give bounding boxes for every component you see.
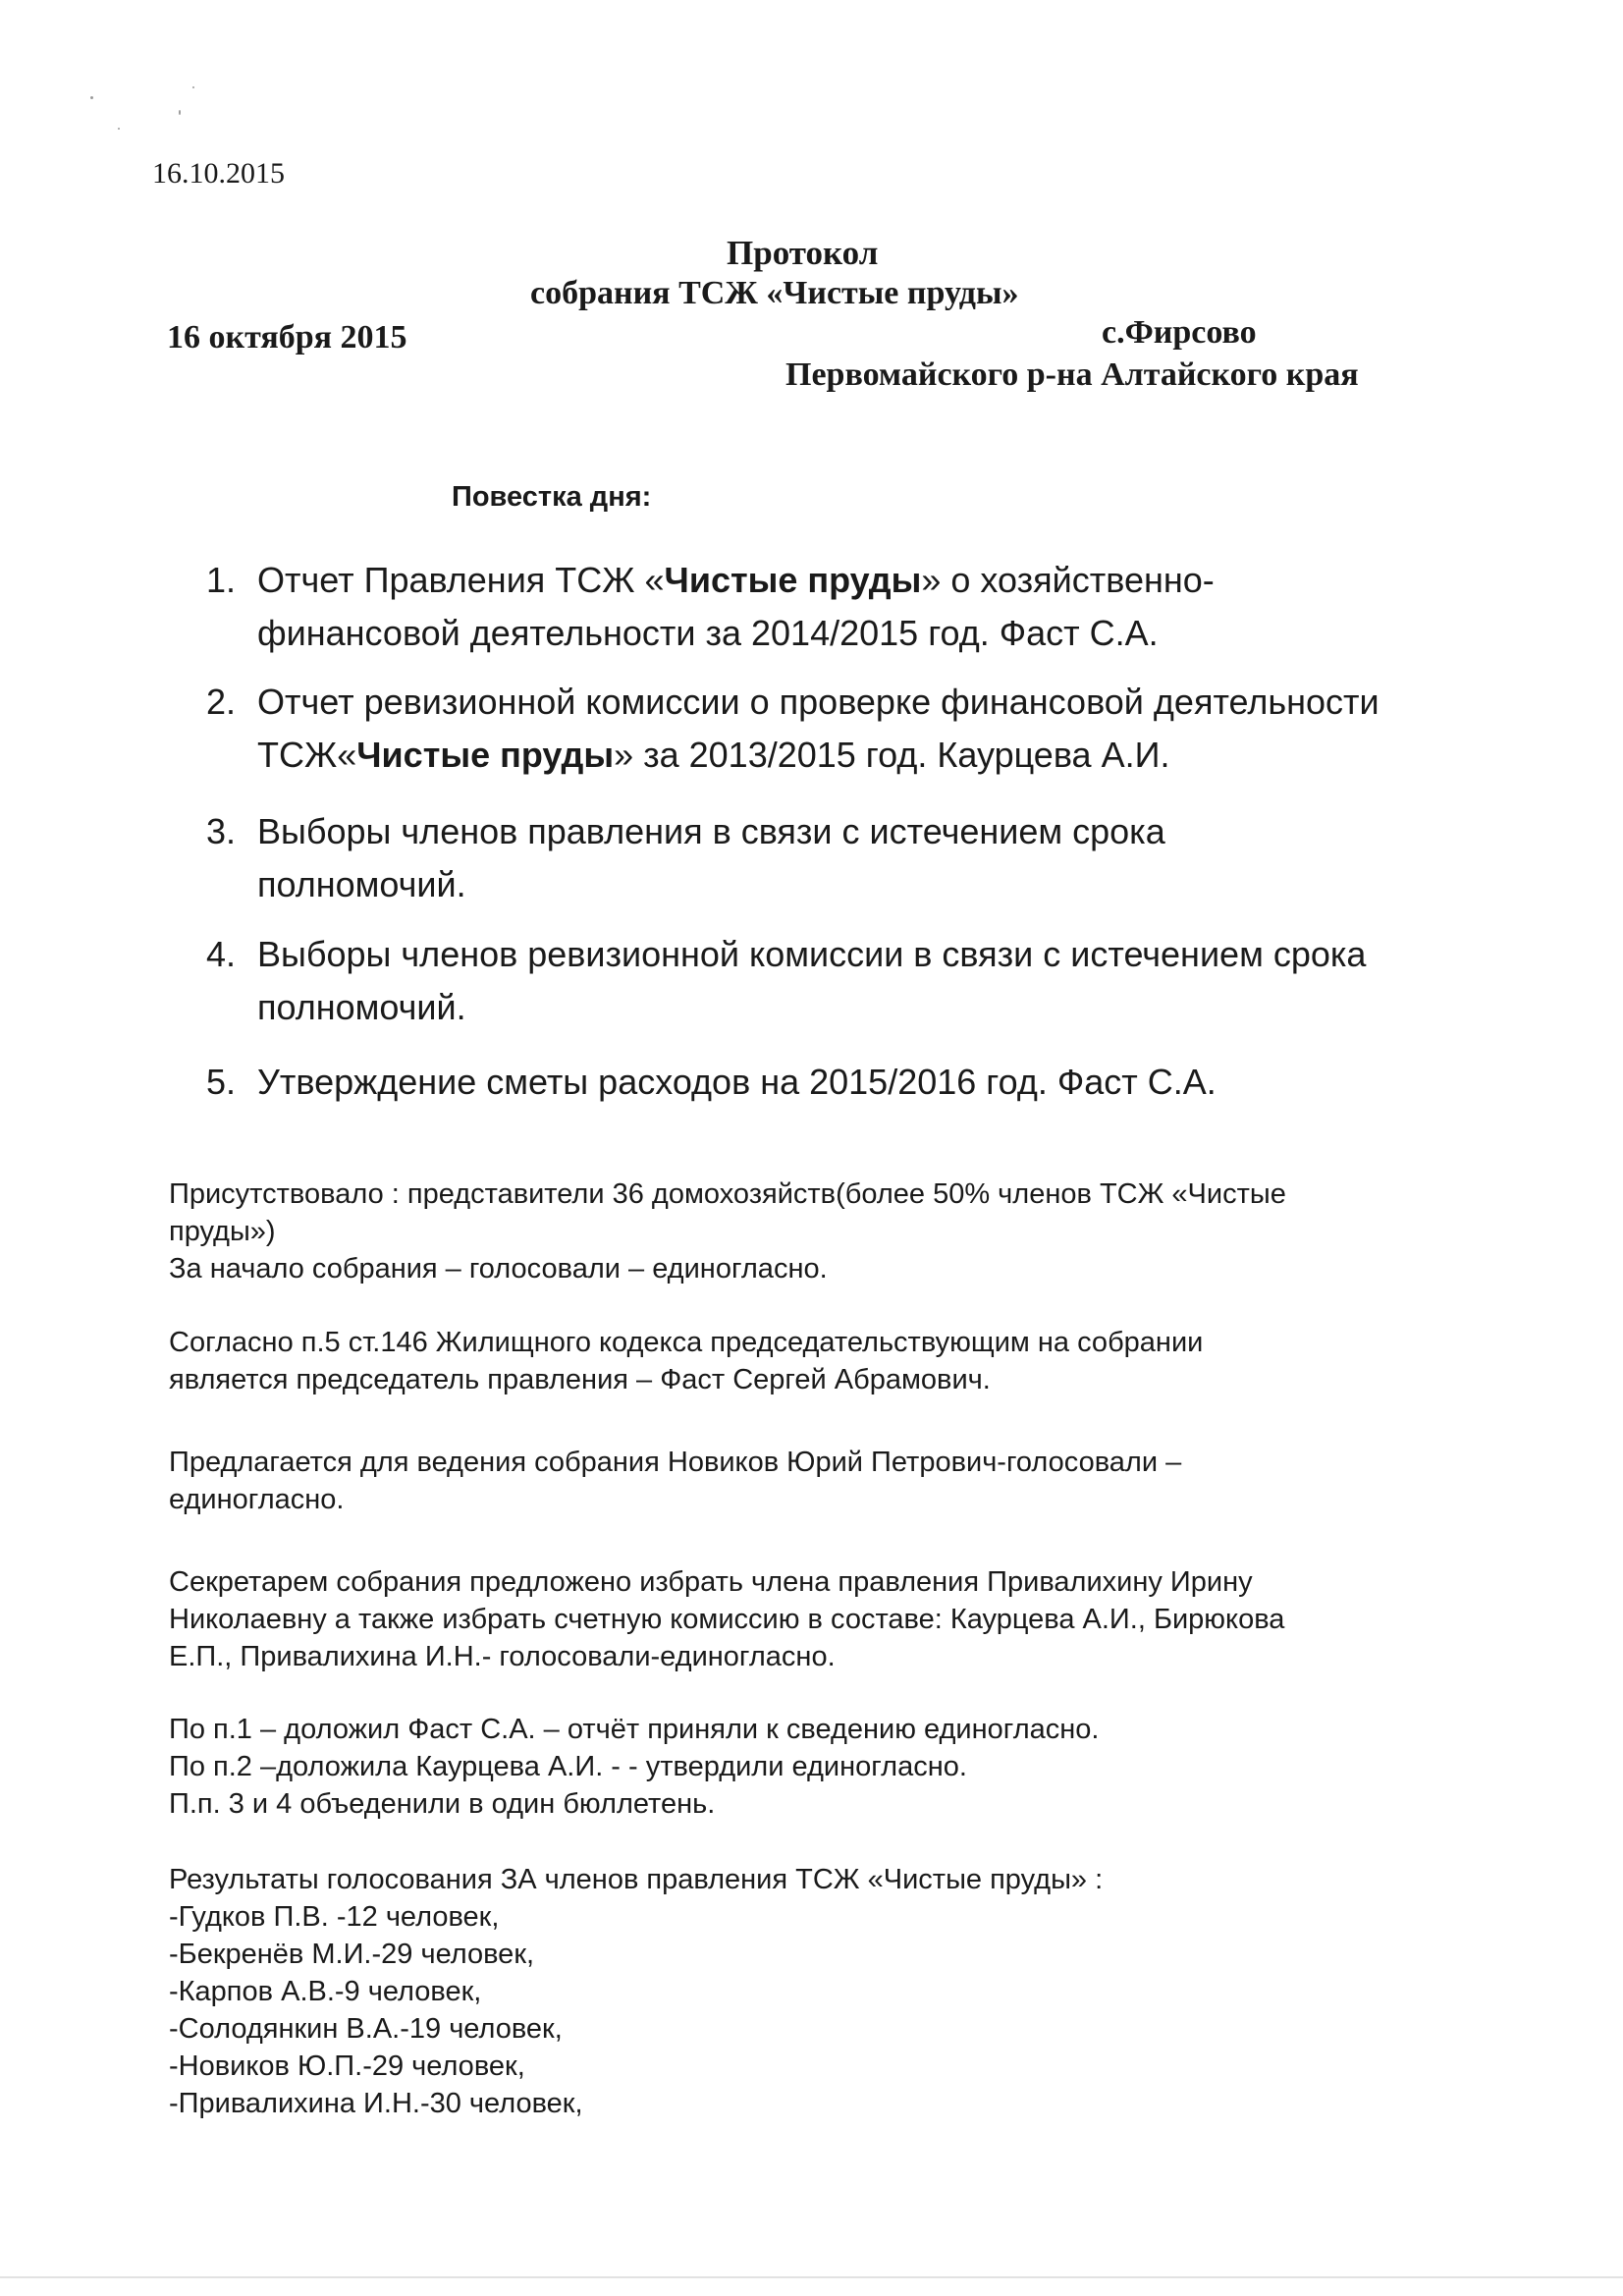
paragraph-line: единогласно. xyxy=(169,1484,345,1515)
agenda-item-text: ТСЖ« xyxy=(257,735,357,775)
agenda-item-text: » за 2013/2015 год. Каурцева А.И. xyxy=(614,735,1170,775)
paragraph-line: По п.2 –доложила Каурцева А.И. - - утвердили единогласно. xyxy=(169,1751,967,1782)
agenda-item-number: 1. xyxy=(206,560,237,600)
paragraph-line: Согласно п.5 ст.146 Жилищного кодекса председательствующим на собрании xyxy=(169,1327,1204,1358)
agenda-item-text: Утверждение сметы расходов на 2015/2016 год. Фаст С.А. xyxy=(257,1062,1217,1102)
agenda-title: Повестка дня: xyxy=(452,481,652,513)
document-date: 16.10.2015 xyxy=(152,157,285,190)
voting-result-item: -Солодянкин В.А.-19 человек, xyxy=(169,2013,563,2045)
agenda-item-text: полномочий. xyxy=(257,987,466,1027)
paragraph-line: Присутствовало : представители 36 домохозяйств(более 50% членов ТСЖ «Чистые xyxy=(169,1178,1286,1210)
scan-speck xyxy=(118,128,120,130)
agenda-item-number: 5. xyxy=(206,1062,237,1102)
paragraph-line: По п.1 – доложил Фаст С.А. – отчёт приняли к сведению единогласно. xyxy=(169,1714,1100,1745)
host-paragraph xyxy=(169,1444,1475,1518)
reports-paragraph xyxy=(169,1711,1475,1823)
meeting-place-village: с.Фирсово xyxy=(1102,314,1257,351)
scan-speck xyxy=(90,96,93,99)
agenda-item-text: » о хозяйственно- xyxy=(921,560,1215,600)
organization-name: Чистые пруды xyxy=(356,735,615,775)
paragraph-line: П.п. 3 и 4 объеденили в один бюллетень. xyxy=(169,1788,716,1820)
document-subtitle: собрания ТСЖ «Чистые пруды» xyxy=(530,275,1019,311)
voting-result-item: -Новиков Ю.П.-29 человек, xyxy=(169,2050,525,2082)
paragraph-line: Е.П., Привалихина И.Н.- голосовали-единогласно. xyxy=(169,1641,836,1672)
voting-result-item: -Бекренёв М.И.-29 человек, xyxy=(169,1939,535,1970)
agenda-item-number: 2. xyxy=(206,682,237,722)
agenda-item-text: Выборы членов правления в связи с истечением срока xyxy=(257,811,1165,851)
agenda-item-text: финансовой деятельности за 2014/2015 год. Фаст С.А. xyxy=(257,613,1159,653)
organization-name: Чистые пруды xyxy=(664,560,922,600)
paragraph-line: является председатель правления – Фаст Сергей Абрамович. xyxy=(169,1364,991,1395)
meeting-place-region: Первомайского р-на Алтайского края xyxy=(785,356,1359,393)
paragraph-line: Николаевну а также избрать счетную комиссию в составе: Каурцева А.И., Бирюкова xyxy=(169,1604,1285,1635)
scan-speck xyxy=(179,110,181,115)
paragraph-line: пруды») xyxy=(169,1216,276,1247)
agenda-item-text: полномочий. xyxy=(257,864,466,904)
agenda-item-number: 3. xyxy=(206,811,237,851)
voting-result-item: -Гудков П.В. -12 человек, xyxy=(169,1901,500,1933)
paragraph-line: За начало собрания – голосовали – единогласно. xyxy=(169,1253,828,1285)
agenda-item-number: 4. xyxy=(206,934,237,974)
paragraph-line: Предлагается для ведения собрания Новиков Юрий Петрович-голосовали – xyxy=(169,1447,1182,1478)
voting-result-item: -Привалихина И.Н.-30 человек, xyxy=(169,2088,583,2119)
voting-results-title: Результаты голосования ЗА членов правления ТСЖ «Чистые пруды» : xyxy=(169,1864,1104,1895)
chairman-paragraph xyxy=(169,1324,1475,1398)
document-title: Протокол xyxy=(727,234,879,272)
voting-result-item: -Карпов А.В.-9 человек, xyxy=(169,1976,482,2007)
scan-bottom-edge xyxy=(0,2276,1623,2278)
agenda-item-text: Выборы членов ревизионной комиссии в связи с истечением срока xyxy=(257,934,1367,974)
secretary-paragraph xyxy=(169,1563,1475,1675)
voting-results xyxy=(169,1861,1475,2122)
agenda-item-text: Отчет ревизионной комиссии о проверке финансовой деятельности xyxy=(257,682,1380,722)
scan-speck xyxy=(192,86,194,88)
paragraph-line: Секретарем собрания предложено избрать члена правления Привалихину Ирину xyxy=(169,1566,1253,1598)
meeting-date: 16 октября 2015 xyxy=(167,319,407,355)
agenda-item-text: Отчет Правления ТСЖ « xyxy=(257,560,665,600)
attendance-paragraph xyxy=(169,1175,1475,1287)
